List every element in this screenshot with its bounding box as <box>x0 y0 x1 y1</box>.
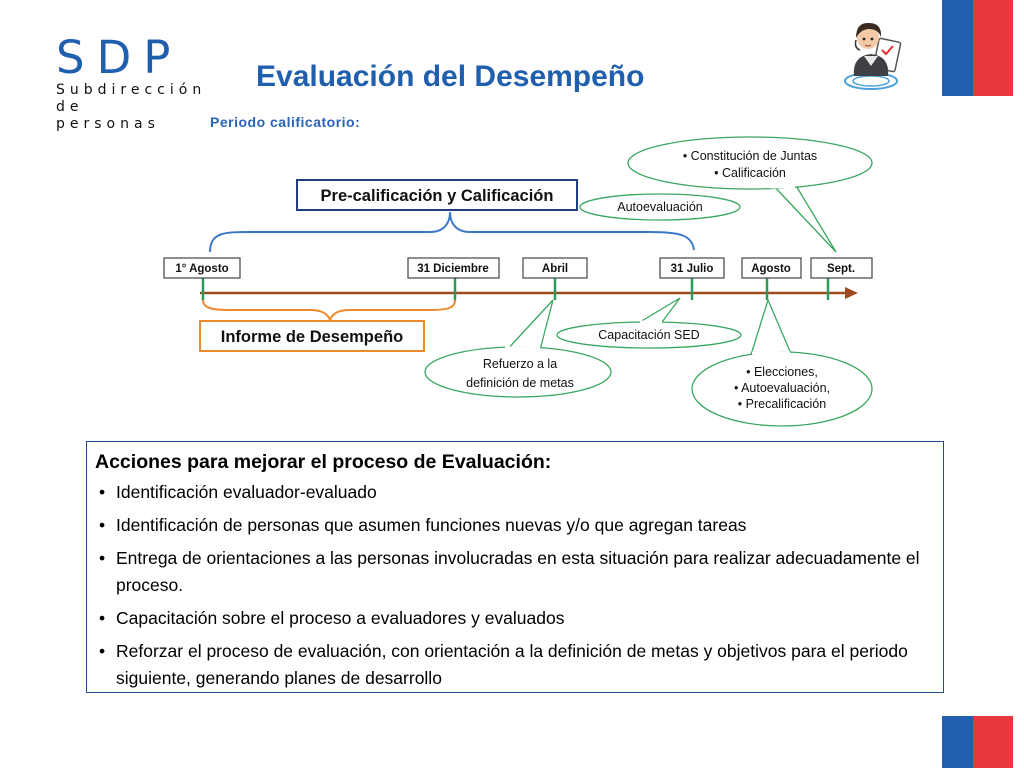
milestone-31-julio: 31 Julio <box>670 263 714 275</box>
actions-box <box>86 441 944 693</box>
milestone-agosto: Agosto <box>751 263 791 275</box>
callout-refuerzo-line-2: definición de metas <box>466 376 574 390</box>
milestone-31-diciembre: 31 Diciembre <box>417 263 489 275</box>
milestone-abril: Abril <box>541 263 569 275</box>
logo-line-1: Subdirección <box>56 82 207 98</box>
corner-flag-bottom <box>942 716 1013 768</box>
logo-line-2: de personas <box>56 99 160 132</box>
bottom-brace-label: Informe de Desempeño <box>220 328 404 346</box>
callout-refuerzo-pointer <box>505 300 553 352</box>
callout-refuerzo-line-1: Refuerzo a la <box>482 357 558 371</box>
callout-constitucion-pointer <box>770 182 836 252</box>
timeline-arrowhead <box>845 287 858 299</box>
action-item: • Identificación de personas que asumen funciones nuevas y/o que agregan tareas <box>95 512 931 539</box>
callout-constitucion <box>628 137 872 189</box>
action-item: • Identificación evaluador-evaluado <box>95 479 931 506</box>
callout-elecciones-line-2: • Autoevaluación, <box>733 381 831 395</box>
top-brace-label: Pre-calificación y Calificación <box>320 187 554 205</box>
callout-elecciones-pointer <box>750 300 792 358</box>
callout-capacitacion-pointer <box>640 298 680 322</box>
callout-constitucion-line-2: • Calificación <box>714 166 786 180</box>
milestone-ticks <box>203 278 828 300</box>
actions-list <box>95 479 931 692</box>
action-item: • Entrega de orientaciones a las personas involucradas en esta situación para realizar adecuadamente el proceso. <box>95 545 931 599</box>
milestones <box>164 258 872 278</box>
callout-constitucion-line-1: • Constitución de Juntas <box>682 149 818 163</box>
bottom-brace <box>203 300 455 320</box>
milestone-sept: Sept. <box>826 263 856 275</box>
callout-autoevaluacion-text: Autoevaluación <box>617 200 703 214</box>
action-item: • Capacitación sobre el proceso a evaluadores y evaluados <box>95 605 931 632</box>
period-label: Periodo calificatorio: <box>210 114 361 130</box>
slide-title: Evaluación del Desempeño <box>256 60 645 93</box>
actions-heading: Acciones para mejorar el proceso de Evaluación: <box>95 451 552 473</box>
logo-mark: SDP <box>56 31 183 84</box>
action-item: • Reforzar el proceso de evaluación, con orientación a la definición de metas y objetivos para el periodo siguiente, generando planes de desarrollo <box>95 638 931 692</box>
callout-elecciones-line-3: • Precalificación <box>737 397 827 411</box>
milestone-1-agosto: 1° Agosto <box>175 263 229 275</box>
callout-capacitacion-text: Capacitación SED <box>598 328 700 342</box>
callout-elecciones-line-1: • Elecciones, <box>746 365 818 379</box>
